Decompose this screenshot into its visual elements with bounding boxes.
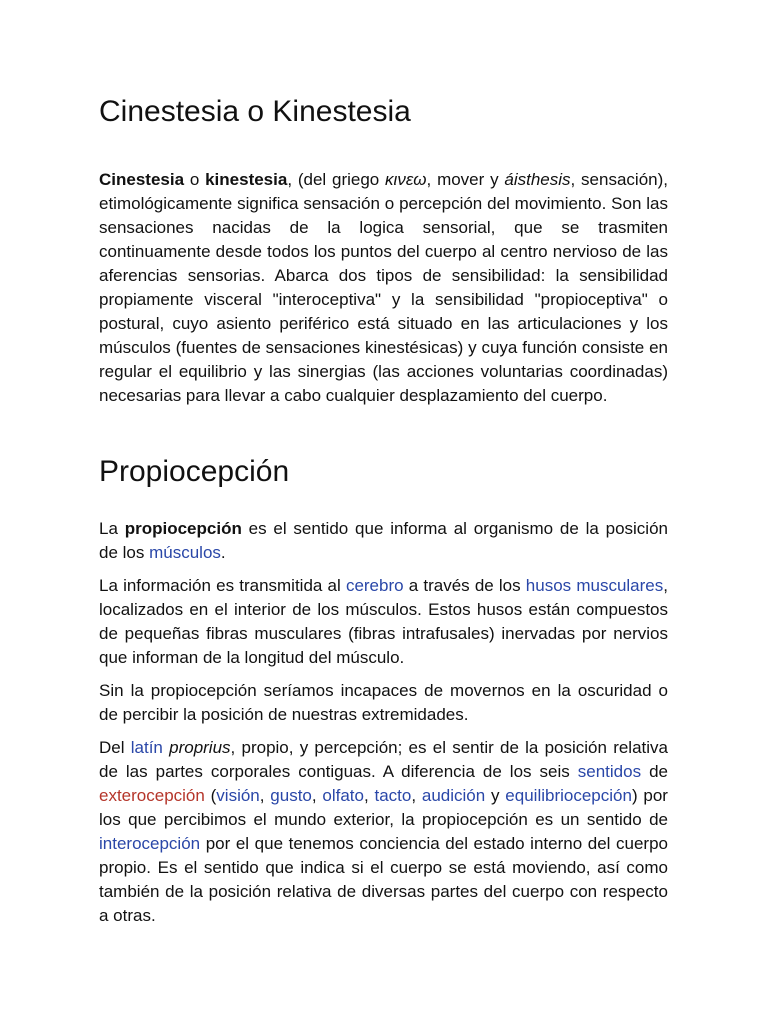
text-run: La información es transmitida al [99, 576, 346, 595]
paragraph [99, 574, 668, 670]
wiki-link[interactable]: gusto [270, 786, 312, 805]
text-run: ) por los que percibimos el mundo exterior, la propiocepción es un sentido de [99, 786, 668, 829]
text-run: y [485, 786, 506, 805]
section-heading-propiocepcion: Propiocepción [99, 455, 290, 488]
section-body-propiocepcion [99, 517, 668, 928]
text-run: , [259, 786, 271, 805]
text-run: , mover y [426, 170, 505, 189]
text-run: , propio, y percepción; es el sentir de la posición relativa de las partes corporales contiguas. A diferencia de los seis [99, 738, 668, 781]
text-run: es el sentido que informa al organismo de la posición de los [99, 519, 668, 562]
text-run: . [220, 543, 226, 562]
wiki-link[interactable]: audición [421, 786, 486, 805]
text-run: de [641, 762, 668, 781]
wiki-link[interactable]: equilibriocepción [505, 786, 632, 805]
wiki-link[interactable]: visión [216, 786, 260, 805]
text-run: ( [204, 786, 217, 805]
text-run: por el que tenemos conciencia del estado interno del cuerpo propio. Es el sentido que indica si el cuerpo se está moviendo, así como también de la posición relativa de diversas partes del cuerpo con respecto a otras. [99, 834, 668, 925]
paragraph [99, 517, 668, 565]
section-heading-cinestesia: Cinestesia o Kinestesia [99, 95, 411, 128]
bold-term: kinestesia [205, 170, 288, 189]
text-run: , sensación), etimológicamente significa sensación o percepción del movimiento. Son las sensaciones nacidas de la logica sensorial, que se trasmiten continuamente desde todos los puntos del cuerpo al centro nervioso de las aferencias sensorias. Abarca dos tipos de sensibilidad: la sensibilidad propiamente visceral "interoceptiva" y la sensibilidad "propioceptiva" o postural, cuyo asiento periférico está situado en las articulaciones y los músculos (fuentes de sensaciones kinestésicas) y cuya función consiste en regular el equilibrio y las sinergias (las acciones voluntarias coordinadas) necesarias para llevar a cabo cualquier desplazamiento del cuerpo. [99, 170, 668, 405]
paragraph [99, 736, 668, 928]
text-run: , [411, 786, 422, 805]
text-run: , [311, 786, 323, 805]
section-body-cinestesia [99, 168, 668, 408]
text-run: a través de los [403, 576, 526, 595]
italic-term: proprius [169, 738, 231, 757]
wiki-link[interactable]: latín [130, 738, 163, 757]
text-run: , localizados en el interior de los músculos. Estos husos están compuestos de pequeñas fibras musculares (fibras intrafusales) inervadas por nervios que informan de la longitud del músculo. [99, 576, 668, 667]
wiki-link[interactable]: tacto [374, 786, 412, 805]
wiki-link[interactable]: músculos [149, 543, 221, 562]
text-run: , [363, 786, 375, 805]
wiki-link[interactable]: husos musculares [525, 576, 664, 595]
bold-term: Cinestesia [99, 170, 185, 189]
wiki-link[interactable]: olfato [322, 786, 364, 805]
bold-term: propiocepción [124, 519, 242, 538]
wiki-link[interactable]: sentidos [577, 762, 642, 781]
text-run: , (del griego [287, 170, 386, 189]
paragraph [99, 679, 668, 727]
wiki-link[interactable]: cerebro [345, 576, 404, 595]
paragraph [99, 168, 668, 408]
text-run: Sin la propiocepción seríamos incapaces de movernos en la oscuridad o de percibir la posición de nuestras extremidades. [99, 681, 668, 724]
text-run: o [184, 170, 206, 189]
wiki-link[interactable]: exterocepción [99, 786, 205, 805]
italic-term: áisthesis [504, 170, 571, 189]
italic-term: κινεω [385, 170, 427, 189]
text-run: La [99, 519, 125, 538]
wiki-link[interactable]: interocepción [99, 834, 201, 853]
text-run: Del [99, 738, 131, 757]
